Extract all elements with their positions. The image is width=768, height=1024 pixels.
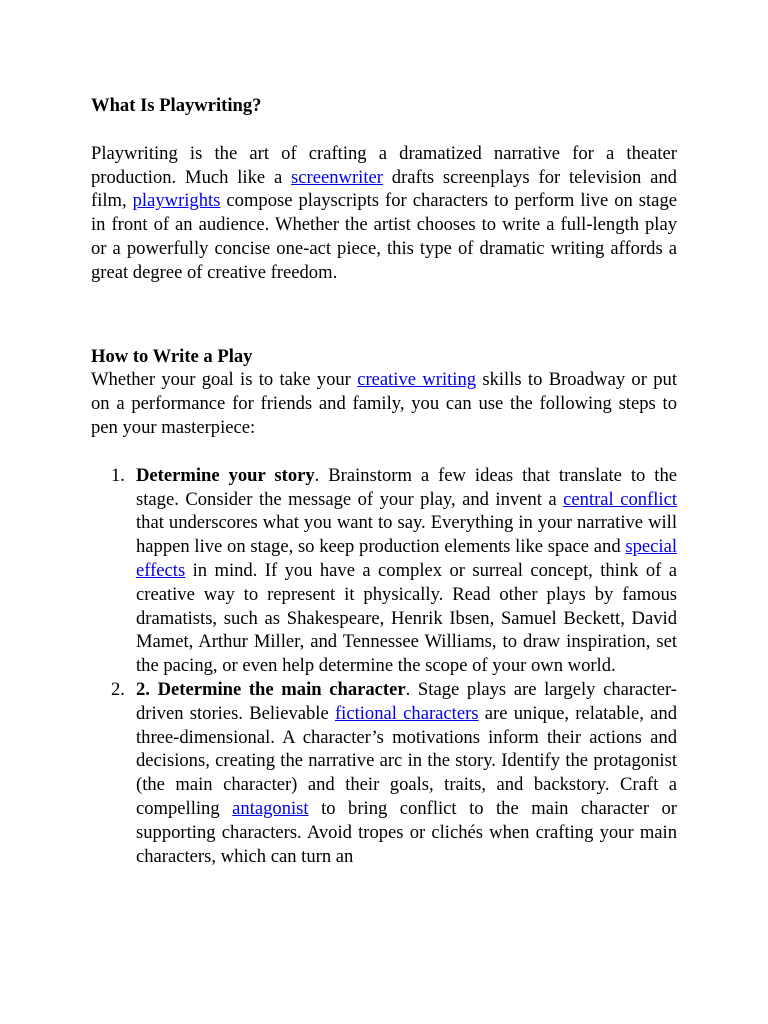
spacer: [91, 285, 677, 345]
steps-list: [91, 464, 677, 869]
link-antagonist[interactable]: antagonist: [232, 797, 309, 819]
link-screenwriter[interactable]: screenwriter: [291, 166, 383, 188]
text: in mind. If you have a complex or surreal concept, think of a creative way to represent it physically. Read other plays by famous dramatists, such as Shakespeare, Henrik Ibsen, Samuel Beckett, David Mamet, Arthur Miller, and Tennessee Williams, to draw inspiration, set the pacing, or even help determine the scope of your own world.: [136, 559, 677, 677]
link-fictional-characters[interactable]: fictional characters: [334, 702, 479, 724]
text: . Brainstorm a few ideas that translate to the stage. Consider the message of your play, and invent a: [136, 464, 677, 510]
link-creative-writing[interactable]: creative writing: [357, 369, 477, 391]
link-special-effects[interactable]: special effects: [136, 536, 677, 581]
text: . Stage plays are largely character-driven stories. Believable: [136, 678, 677, 724]
list-number: 2.: [111, 678, 125, 700]
list-item-step-2: [91, 678, 677, 868]
text: are unique, relatable, and three-dimensional. A character’s motivations inform their actions and decisions, creating the narrative arc in the story. Identify the protagonist (the main character) and their goals, traits, and backstory. Craft a compelling: [136, 702, 677, 819]
spacer: [91, 440, 677, 464]
text: skills to Broadway or put on a performance for friends and family, you can use the following steps to pen your masterpiece:: [91, 369, 677, 438]
spacer: [91, 118, 677, 142]
text: drafts screenplays for television and film,: [91, 166, 677, 212]
heading-what-is-playwriting: What Is Playwriting?: [91, 95, 262, 116]
heading-how-to-write-a-play: How to Write a Play: [91, 345, 253, 367]
list-number: 1.: [111, 464, 125, 486]
text: compose playscripts for characters to perform live on stage in front of an audience. Whether the artist chooses to write a full-length play or a powerfully concise one-act piece, this type of dramatic writing affords a great degree of creative freedom.: [91, 190, 677, 283]
paragraph-playwriting-definition: [91, 142, 677, 285]
link-playwrights[interactable]: playwrights: [132, 190, 221, 212]
text: Whether your goal is to take your: [91, 369, 358, 391]
text: that underscores what you want to say. Everything in your narrative will happen live on stage, so keep production elements like space and: [136, 512, 677, 558]
text: to bring conflict to the main character or supporting characters. Avoid tropes or clichés when crafting your main characters, which can turn an: [136, 797, 677, 867]
step-title: Determine your story: [136, 464, 315, 486]
list-item-step-1: [91, 464, 677, 678]
document-content: [91, 94, 677, 868]
link-central-conflict[interactable]: central conflict: [563, 488, 677, 510]
text: Playwriting is the art of crafting a dramatized narrative for a theater production. Much like a: [91, 142, 677, 188]
step-title: 2. Determine the main character: [136, 678, 406, 700]
paragraph-intro: [91, 368, 677, 439]
